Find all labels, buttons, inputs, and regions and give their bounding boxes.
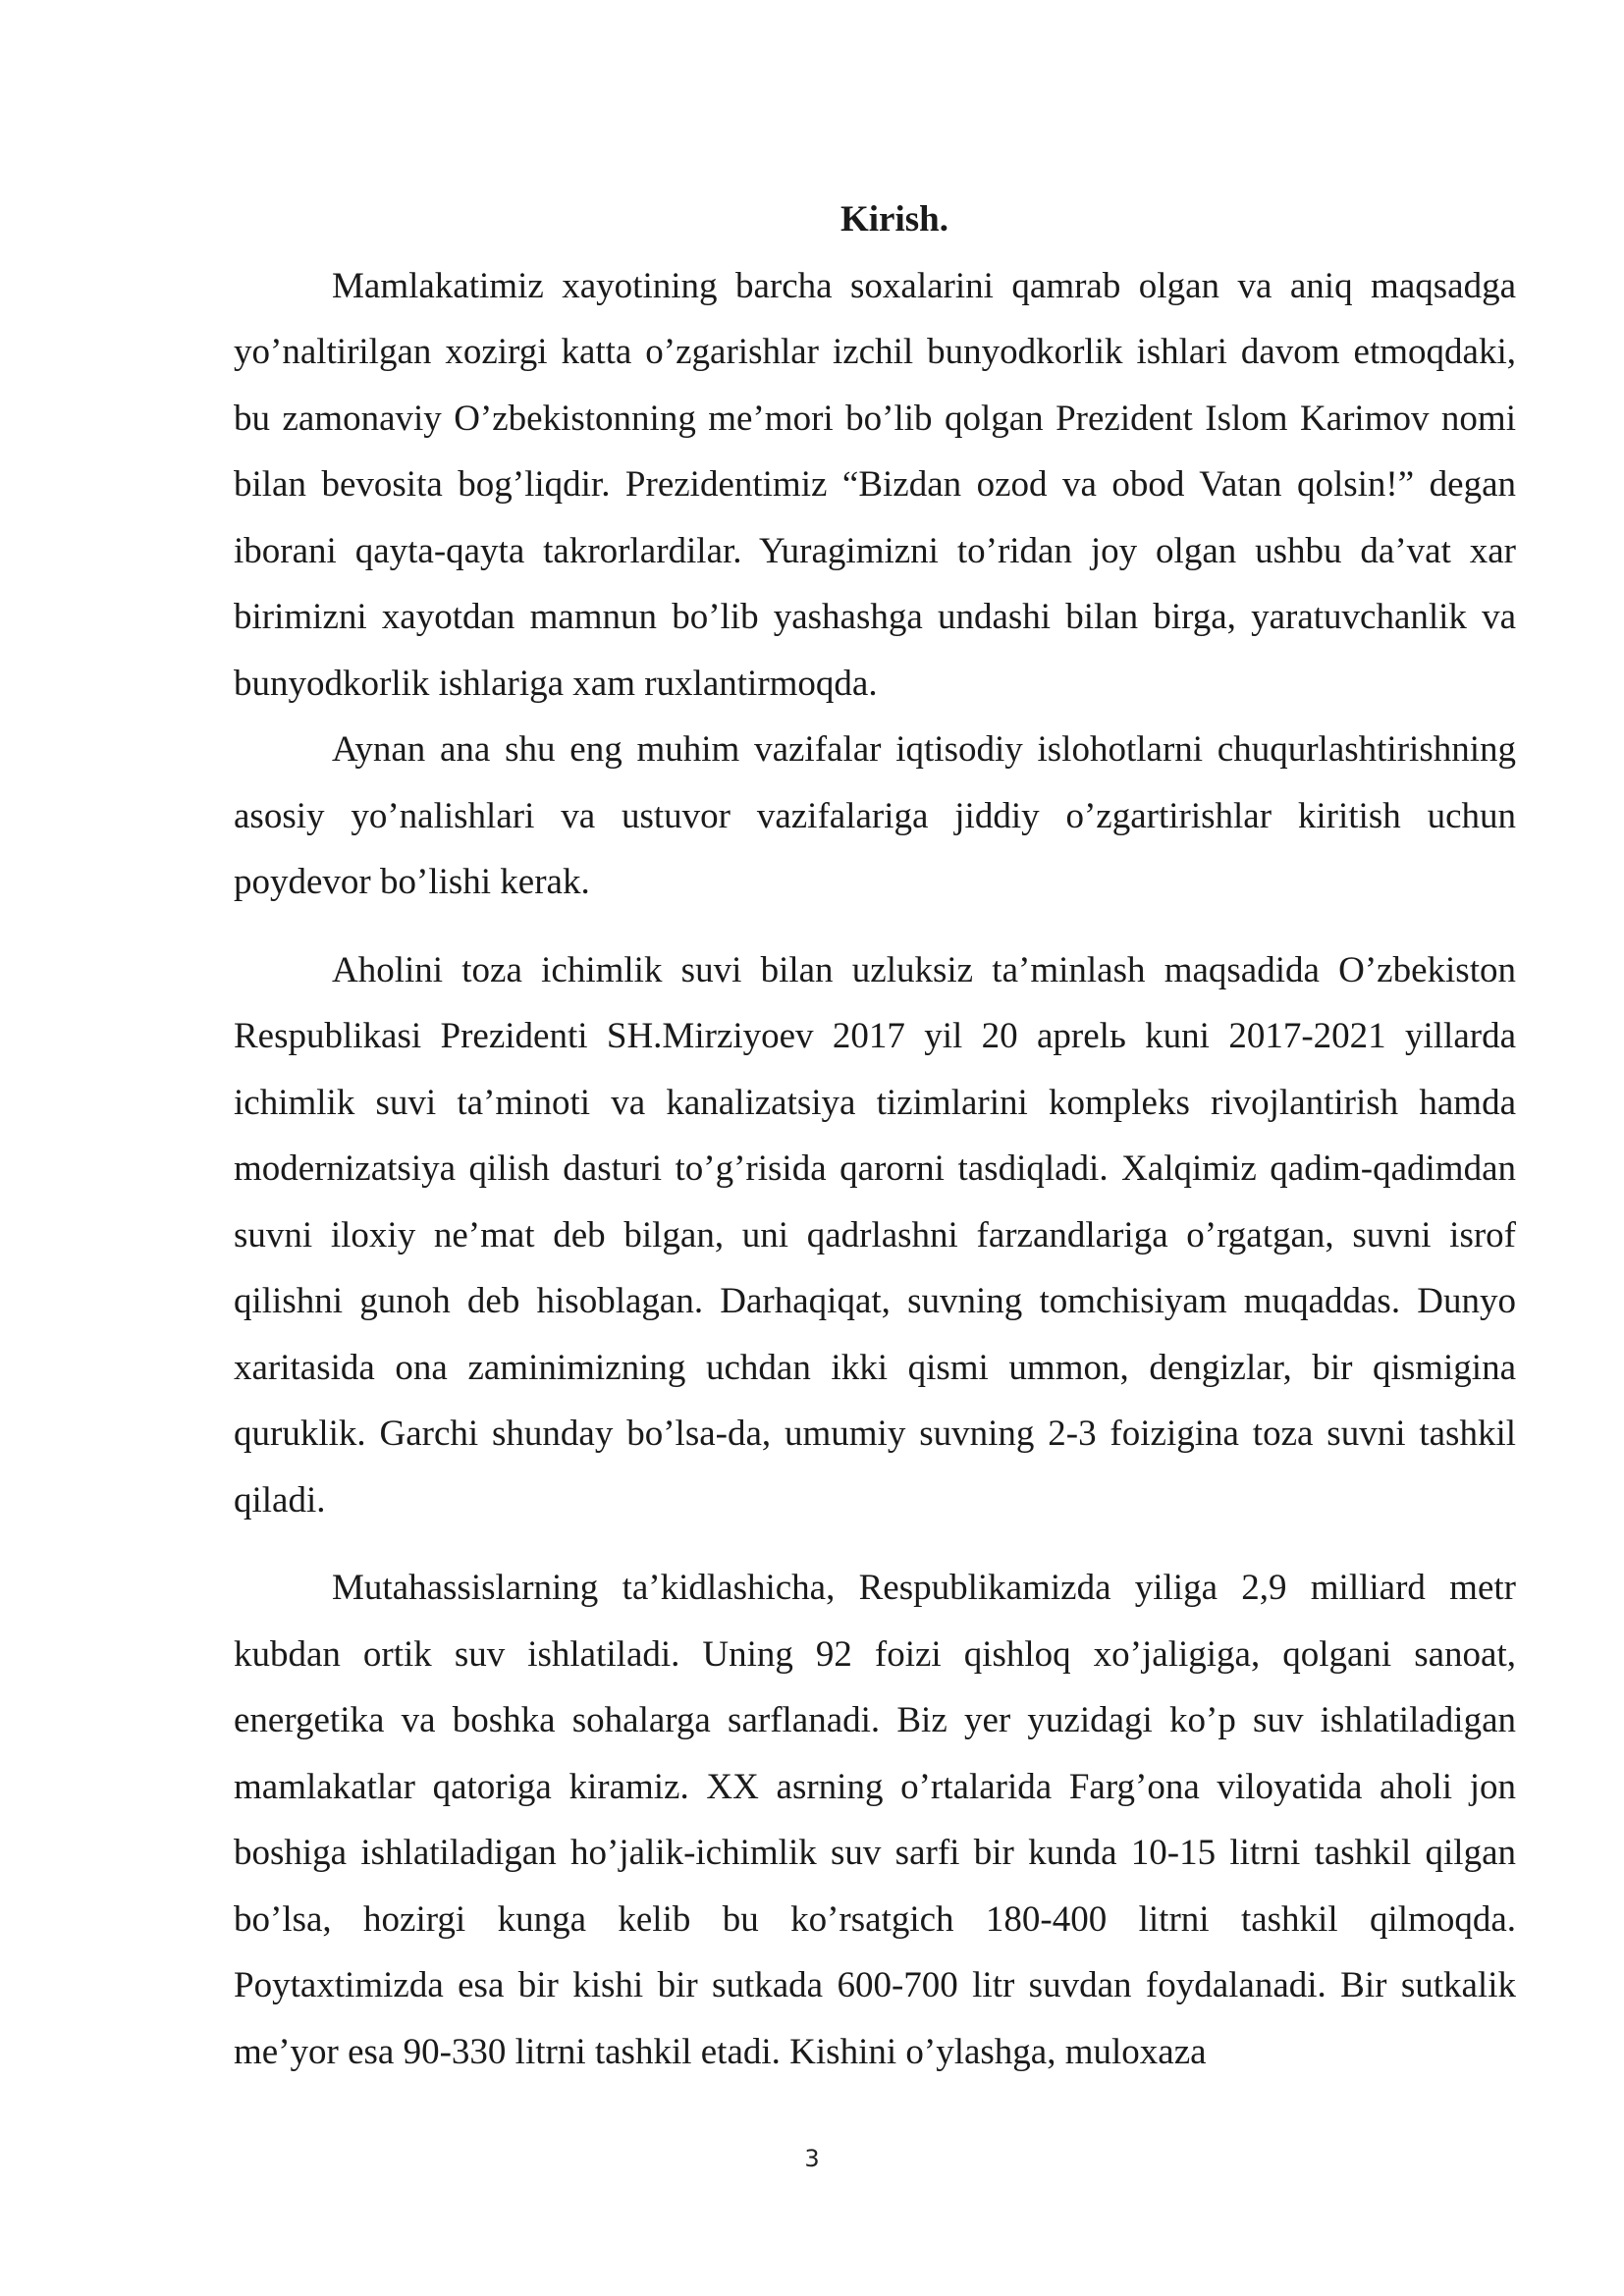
paragraph-4: Mutahassislarning ta’kidlashicha, Respublikamizda yiliga 2,9 milliard metr kubdan ortik suv ishlatiladi. Uning 92 foizi qishloq xo’jaligiga, qolgani sanoat, energetika va boshka sohalarga sarflanadi. Biz yer yuzidagi ko’p suv ishlatiladigan mamlakatlar qatoriga kiramiz. XX asrning o’rtalarida Farg’ona viloyatida aholi jon boshiga ishlatiladigan ho’jalik-ichimlik suv sarfi bir kunda 10-15 litrni tashkil qilgan bo’lsa, hozirgi kunga kelib bu ko’rsatgich 180-400 litrni tashkil qilmoqda. Poytaxtimizda esa bir kishi bir sutkada 600-700 litr suvdan foydalanadi. Bir sutkalik me’yor esa 90-330 litrni tashkil etadi. Kishini o’ylashga, muloxaza [234,1568,1516,2072]
paragraph-2: Aynan ana shu eng muhim vazifalar iqtisodiy islohotlarni chuqurlashtirishning asosiy yo’nalishlari va ustuvor vazifalariga jiddiy o’zgartirishlar kiritish uchun poydevor bo’lishi kerak. [234,729,1516,902]
document-page [234,187,1516,2085]
paragraph-1: Mamlakatimiz xayotining barcha soxalarini qamrab olgan va aniq maqsadga yo’naltirilgan xozirgi katta o’zgarishlar izchil bunyodkorlik ishlari davom etmoqdaki, bu zamonaviy O’zbekistonning me’mori bo’lib qolgan Prezident Islom Karimov nomi bilan bevosita bog’liqdir. Prezidentimiz “Bizdan ozod va obod Vatan qolsin!” degan iborani qayta-qayta takrorlardilar. Yuragimizni to’ridan joy olgan ushbu da’vat xar birimizni xayotdan mamnun bo’lib yashashga undashi bilan birga, yaratuvchanlik va bunyodkorlik ishlariga xam ruxlantirmoqda. [234,265,1516,704]
page-title: Kirish. [840,199,948,240]
page-number: 3 [804,2145,820,2172]
paragraph-3: Aholini toza ichimlik suvi bilan uzluksiz ta’minlash maqsadida O’zbekiston Respublikasi Prezidenti SH.Mirziyoev 2017 yil 20 aprelь kuni 2017-2021 yillarda ichimlik suvi ta’minoti va kanalizatsiya tizimlarini kompleks rivojlantirish hamda modernizatsiya qilish dasturi to’g’risida qarorni tasdiqladi. Xalqimiz qadim-qadimdan suvni iloxiy ne’mat deb bilgan, uni qadrlashni farzandlariga o’rgatgan, suvni isrof qilishni gunoh deb hisoblagan. Darhaqiqat, suvning tomchisiyam muqaddas. Dunyo xaritasida ona zaminimizning uchdan ikki qismi ummon, dengizlar, bir qismigina quruklik. Garchi shunday bo’lsa-da, umumiy suvning 2-3 foizigina toza suvni tashkil qiladi. [234,949,1516,1521]
